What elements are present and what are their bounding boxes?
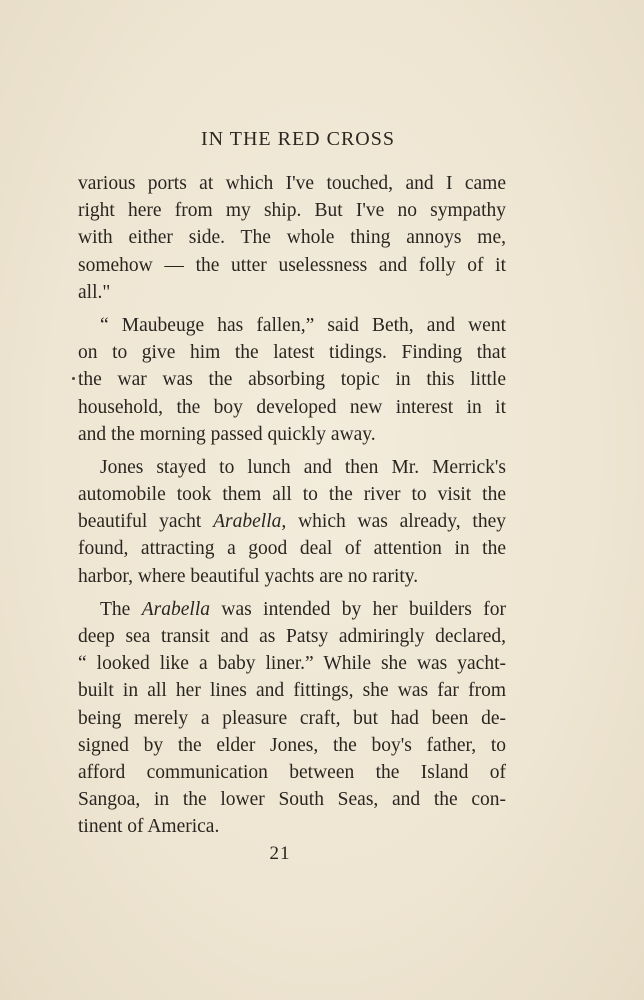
text-line: being merely a pleasure craft, but had been de- (78, 707, 506, 729)
text-line: somehow — the utter uselessness and folly of it (78, 254, 506, 276)
text-line: various ports at which I've touched, and I came (78, 173, 506, 194)
text-line: afford communication between the Island of (78, 761, 506, 783)
text-line: the war was the absorbing topic in this little (78, 369, 506, 391)
text-line: Jones stayed to lunch and then Mr. Merrick's (100, 456, 506, 478)
body-text (78, 170, 506, 841)
text-line (78, 508, 506, 535)
text-line: harbor, where beautiful yachts are no rarity. (78, 565, 419, 587)
page-number: 21 (269, 843, 291, 864)
text-line: “ Maubeuge has fallen,” said Beth, and went (100, 314, 506, 336)
ink-speck (72, 377, 75, 380)
text-line: right here from my ship. But I've no sympathy (78, 200, 506, 222)
text-line: built in all her lines and fittings, she was far from (78, 680, 506, 702)
ship-name: Arabella, (213, 511, 287, 533)
text-segment: beautiful yacht (78, 511, 214, 533)
text-line: deep sea transit and as Patsy admiringly declared, (78, 626, 506, 647)
text-line: household, the boy developed new interest in it (78, 396, 506, 418)
text-line: Sangoa, in the lower South Seas, and the con- (78, 789, 506, 811)
text-line (78, 596, 506, 623)
running-head: IN THE RED CROSS (201, 128, 395, 150)
text-segment: was intended by her builders for (210, 598, 506, 620)
text-line: all." (78, 281, 111, 303)
text-line: signed by the elder Jones, the boy's father, to (78, 734, 506, 756)
text-line: and the morning passed quickly away. (78, 423, 376, 445)
text-line: found, attracting a good deal of attention in the (78, 538, 506, 560)
text-segment: which was already, they (286, 511, 506, 533)
ship-name: Arabella (141, 598, 210, 620)
text-line: with either side. The whole thing annoys me, (78, 227, 506, 249)
text-segment: The (100, 598, 142, 620)
text-line: “ looked like a baby liner.” While she was yacht- (78, 653, 506, 675)
text-line: automobile took them all to the river to visit the (78, 484, 506, 506)
text-line: tinent of America. (78, 816, 220, 838)
text-line: on to give him the latest tidings. Finding that (78, 342, 506, 364)
